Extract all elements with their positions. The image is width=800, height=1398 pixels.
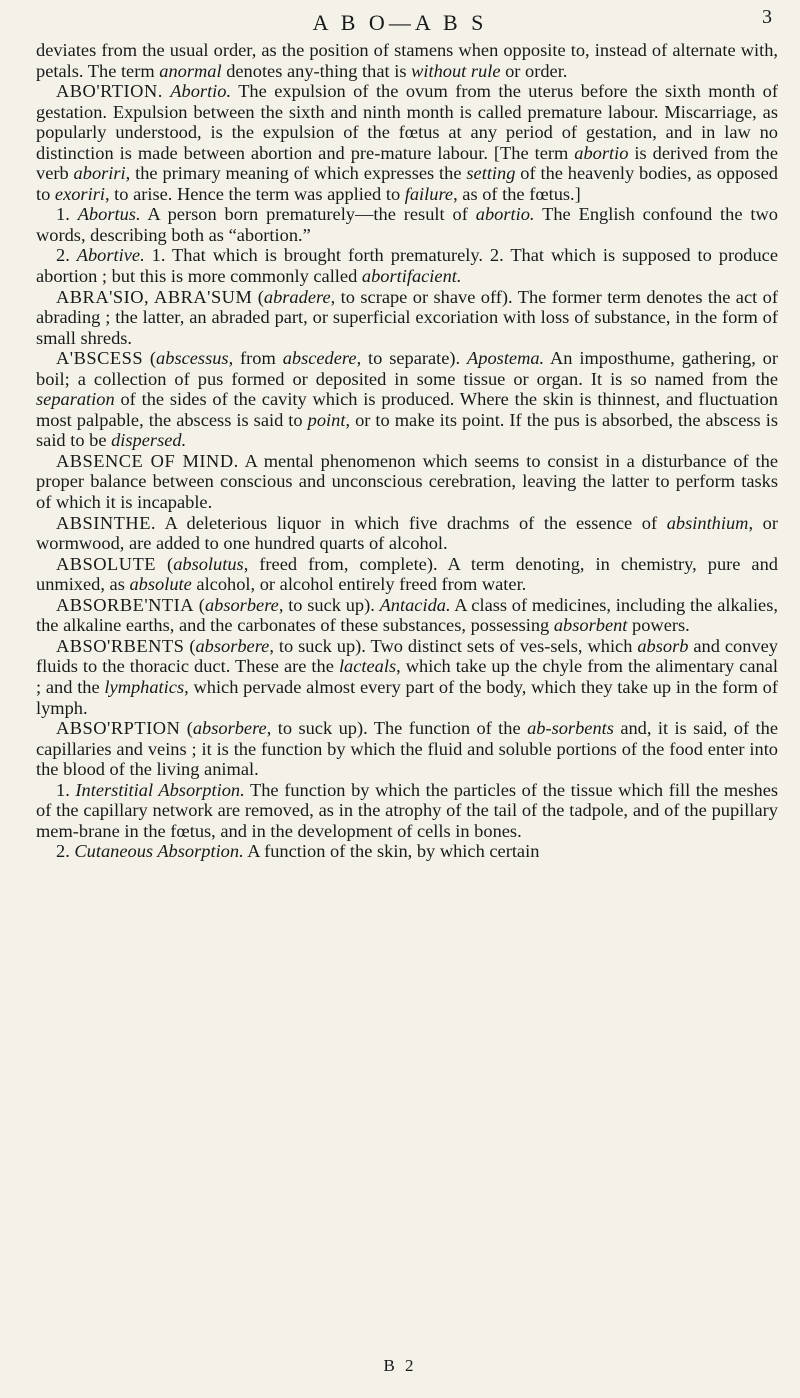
running-head: A B O—A B S [312,10,488,35]
italic-term: absorbere [195,635,270,656]
entry-text: ( [194,594,205,615]
entry-text: ( [252,286,264,307]
entry-text: , to suck up). [278,594,380,615]
entry-text: , to arise. Hence the term was applied to [104,183,405,204]
entry-headword: ABSO'RBENTS [56,635,185,656]
italic-term: lymphatics [104,676,185,697]
entry-text: The English confound the two words, describing both as “abortion.” [36,204,778,245]
entry-text: is derived from the verb [36,142,778,184]
italic-term: ab-sorbents [527,718,614,739]
entry-text: , to suck up). Two distinct sets of ves-sels, which [269,635,638,656]
entry-text: ( [180,718,193,739]
entry-text: , freed from, complete). A term denoting, in chemistry, pure and unmixed, as [36,553,778,595]
dictionary-entry [36,204,778,245]
italic-term: failure [404,183,454,204]
entry-text: , to suck up). The function of the [266,718,528,739]
entry-text: , from [228,348,283,369]
italic-term: Abortio. [170,81,232,102]
entry-text: A deleterious liquor in which five drachms of the essence of [156,512,667,533]
italic-term: abortio. [475,204,535,225]
entry-text: ( [143,348,157,369]
italic-term: absolute [129,574,192,595]
dictionary-entry [36,595,778,636]
italic-term: abortio [574,142,629,163]
dictionary-text [36,40,778,862]
entry-headword: ABSORBE'NTIA [56,594,195,615]
entry-headword: ABRA'SIO, ABRA'SUM [56,286,253,307]
italic-term: without rule [411,60,501,81]
entry-text: , as of the fœtus.] [453,183,581,204]
entry-text: An imposthume, gathering, or boil; a collection of pus formed or deposited in some tissue or organ. It is so named from the [36,348,778,389]
entry-text: powers. [627,615,690,636]
entry-text: or order. [500,60,568,81]
entry-text: A mental phenomenon which seems to consist in a disturbance of the proper balance between conscious and unconscious cerebration, leaving the latter to perform tasks of which it is incapable. [36,450,778,513]
entry-headword: ABSO'RPTION [56,718,181,739]
entry-text: 1. [56,204,78,225]
italic-term: Interstitial Absorption. [75,779,245,800]
italic-term: absinthium [666,512,749,533]
dictionary-entry [36,287,778,349]
dictionary-entry [36,81,778,204]
dictionary-entry [36,348,778,451]
italic-term: anormal [159,60,222,81]
italic-term: separation [36,389,115,410]
entry-text: , or wormwood, are added to one hundred quarts of alcohol. [36,512,779,554]
italic-term: Cutaneous Absorption. [74,841,244,862]
entry-text: , to separate). [356,348,468,369]
entry-text: , which pervade almost every part of the body, which they take up in the form of lymph. [36,676,778,718]
entry-headword: ABSOLUTE [56,553,157,574]
entry-text: and, it is said, of the capillaries and veins ; it is the function by which the fluid and soluble portions of the food enter into the blood of the living animal. [36,718,778,780]
italic-term: absorbent [553,615,628,636]
entry-headword: ABO'RTION. [56,81,163,102]
entry-text: 1. That which is brought forth prematurely. 2. That which is supposed to produce abortion ; but this is more commonly called [36,245,778,287]
entry-text: of the heavenly bodies, as opposed to [36,163,779,204]
entry-headword: A'BSCESS [56,348,144,369]
entry-text: deviates from the usual order, as the position of stamens when opposite to, instead of alternate with, petals. The term [36,40,778,81]
entry-headword: ABSENCE OF MIND. [56,450,239,471]
italic-term: absorbere [204,594,279,615]
dictionary-entry [36,841,778,862]
italic-term: Antacida. [379,594,451,615]
entry-text: 2. [56,245,77,266]
entry-text: The expulsion of the ovum from the uterus before the sixth month of gestation. Expulsion between the sixth and ninth month is called premature labour. Miscarriage, as popularly understood, is the expulsion of the fœtus at any period of gestation, and in law no distinction is made between abortion and pre-mature labour. [The term [36,81,778,163]
italic-term: point [307,409,346,430]
dictionary-entry [36,40,778,81]
entry-text: ( [156,553,174,574]
entry-text: A class of medicines, including the alkalies, the alkaline earths, and the carbonates of these substances, possessing [36,594,778,636]
italic-term: Abortus. [77,204,141,225]
entry-text: The function by which the particles of the tissue which fill the meshes of the capillary network are removed, as in the atrophy of the tail of the tadpole, and of the pupillary mem-brane in the fœtus, and in the development of cells in bones. [36,779,779,841]
dictionary-entry [36,513,778,554]
italic-term: dispersed. [111,430,187,451]
italic-term: setting [466,163,516,184]
dictionary-entry [36,554,778,595]
entry-text: A function of the skin, by which certain [243,841,540,862]
italic-term: absorb [637,635,689,656]
italic-term: absolutus [173,553,244,574]
entry-text: A person born prematurely—the result of [140,204,476,225]
dictionary-entry [36,718,778,780]
italic-term: abortifacient. [361,266,462,287]
italic-term: exoriri [54,183,105,204]
entry-text: , or to make its point. If the pus is absorbed, the abscess is said to be [36,409,778,451]
printer-signature: B 2 [383,1356,417,1375]
dictionary-entry [36,636,778,718]
entry-text: , to scrape or shave off). The former term denotes the act of abrading ; the latter, an abraded part, or superficial excoriation with loss of substance, in the form of small shreds. [36,286,778,348]
entry-text: of the sides of the cavity which is produced. Where the skin is thinnest, and fluctuation most palpable, the abscess is said to [36,389,778,430]
entry-text: , which take up the chyle from the alimentary canal ; and the [36,656,778,697]
dictionary-entry [36,245,778,286]
dictionary-entry [36,451,778,513]
italic-term: abscedere [282,348,357,369]
dictionary-entry [36,780,778,842]
entry-text: , the primary meaning of which expresses the [125,163,467,184]
entry-text: and convey fluids to the thoracic duct. These are the [36,635,778,677]
entry-text: denotes any-thing that is [221,60,412,81]
italic-term: Apostema. [467,348,545,369]
entry-headword: ABSINTHE. [56,512,157,533]
page-number: 3 [762,6,772,28]
entry-text: ( [184,635,196,656]
italic-term: lacteals [338,656,397,677]
italic-term: abradere [263,286,331,307]
italic-term: Abortive. [76,245,145,266]
italic-term: abscessus [156,348,229,369]
italic-term: aboriri [73,163,126,184]
italic-term: absorbere [192,718,267,739]
entry-text: alcohol, or alcohol entirely freed from water. [191,574,527,595]
entry-text: 1. [56,779,76,800]
entry-text: 2. [56,841,75,862]
